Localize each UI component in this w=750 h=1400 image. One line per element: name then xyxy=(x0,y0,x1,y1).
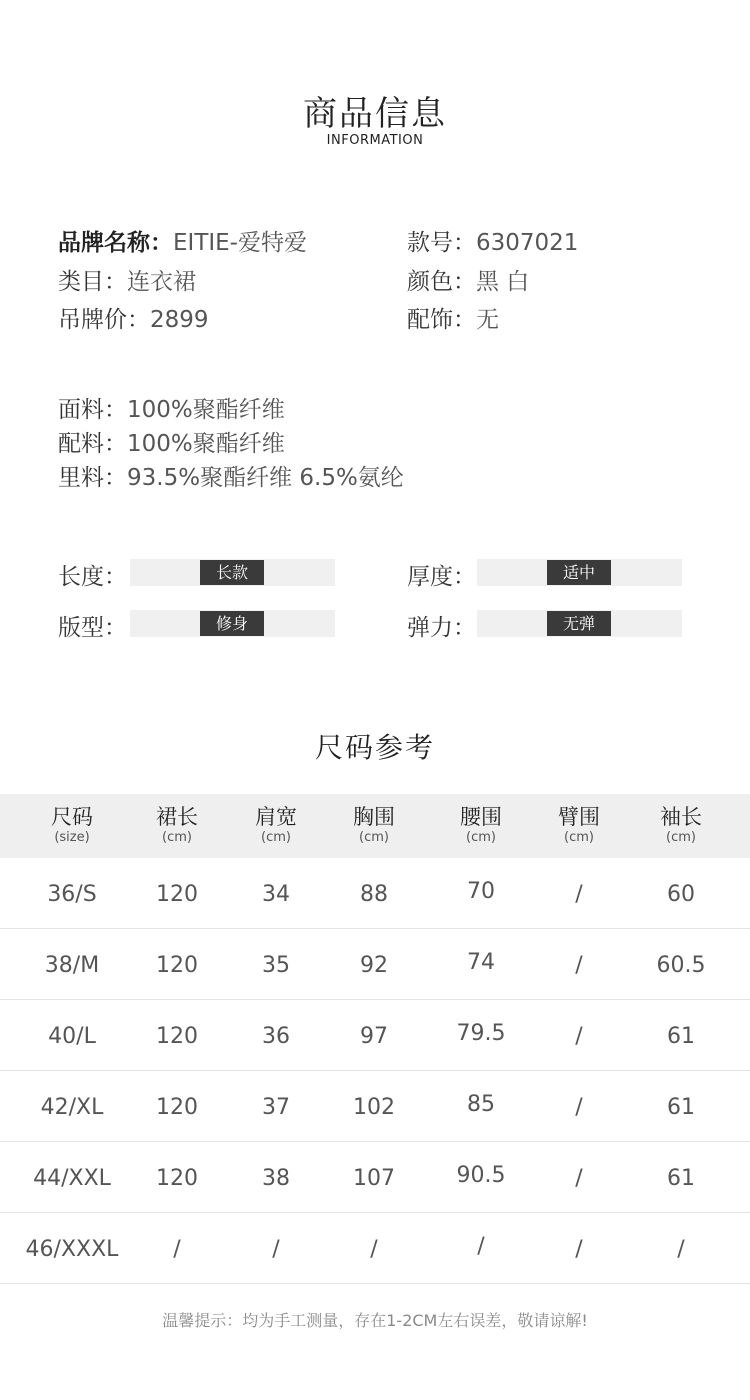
table-cell: 97 xyxy=(360,1024,388,1049)
size-table-header-cell xyxy=(326,804,422,846)
table-cell: 46/XXXL xyxy=(25,1237,119,1262)
table-cell: / xyxy=(173,1237,181,1262)
thickness-label: 厚度： xyxy=(407,564,476,590)
table-row xyxy=(0,1142,750,1213)
size-table-header-cell xyxy=(24,804,120,846)
trim-label: 配料： xyxy=(58,431,127,457)
table-cell: 44/XXL xyxy=(33,1166,111,1191)
column-name: 胸围 xyxy=(353,805,395,829)
column-name: 袖长 xyxy=(660,805,702,829)
elasticity-bar xyxy=(477,610,682,637)
category-value: 连衣裙 xyxy=(127,269,196,295)
column-unit: (cm) xyxy=(564,830,594,845)
category-info xyxy=(58,263,196,296)
tag-price-label: 吊牌价： xyxy=(58,307,150,333)
table-cell: 36/S xyxy=(47,882,97,907)
style-no-info xyxy=(407,224,578,257)
table-cell: / xyxy=(575,1237,583,1262)
table-cell: / xyxy=(575,953,583,978)
column-name: 腰围 xyxy=(460,805,502,829)
length-tag: 长款 xyxy=(200,560,264,585)
page-subtitle: INFORMATION xyxy=(326,133,424,148)
table-cell: 37 xyxy=(262,1095,290,1120)
color-label: 颜色： xyxy=(407,269,476,295)
table-cell: 74 xyxy=(467,950,495,975)
size-table-header-cell xyxy=(129,804,225,846)
fit-label: 版型： xyxy=(58,615,127,641)
fit-tag: 修身 xyxy=(200,611,264,636)
page-title: 商品信息 xyxy=(303,94,447,134)
size-table-header xyxy=(0,794,750,858)
fit-bar xyxy=(130,610,335,637)
accessory-label: 配饰： xyxy=(407,307,476,333)
table-cell: 120 xyxy=(156,1095,198,1120)
column-unit: (cm) xyxy=(359,830,389,845)
table-cell: / xyxy=(477,1234,485,1259)
table-cell: 60.5 xyxy=(656,953,706,978)
column-unit: (cm) xyxy=(466,830,496,845)
table-row xyxy=(0,1000,750,1071)
tag-price-value: 2899 xyxy=(150,307,209,333)
column-name: 臂围 xyxy=(558,805,600,829)
size-table-header-cell xyxy=(228,804,324,846)
length-label: 长度： xyxy=(58,564,127,590)
column-name: 尺码 xyxy=(51,805,93,829)
column-unit: (size) xyxy=(54,830,90,845)
table-cell: / xyxy=(370,1237,378,1262)
table-cell: 36 xyxy=(262,1024,290,1049)
fabric-label: 面料： xyxy=(58,397,127,423)
brand-label: 品牌名称： xyxy=(58,230,173,256)
table-cell: 120 xyxy=(156,1166,198,1191)
column-unit: (cm) xyxy=(666,830,696,845)
style-no-label: 款号： xyxy=(407,230,476,256)
table-cell: 120 xyxy=(156,882,198,907)
category-label: 类目： xyxy=(58,269,127,295)
table-cell: 38/M xyxy=(44,953,100,978)
column-unit: (cm) xyxy=(162,830,192,845)
size-table-header-cell xyxy=(433,804,529,846)
table-cell: 61 xyxy=(667,1166,695,1191)
thickness-tag: 适中 xyxy=(547,560,611,585)
brand-info xyxy=(58,224,307,257)
table-cell: 61 xyxy=(667,1095,695,1120)
tag-price-info xyxy=(58,301,209,334)
column-name: 裙长 xyxy=(156,805,198,829)
table-cell: 107 xyxy=(353,1166,395,1191)
accessory-info xyxy=(407,301,499,334)
table-cell: 61 xyxy=(667,1024,695,1049)
table-cell: 42/XL xyxy=(40,1095,104,1120)
color-info xyxy=(407,263,529,296)
size-table-header-cell xyxy=(531,804,627,846)
table-cell: 92 xyxy=(360,953,388,978)
table-cell: 70 xyxy=(467,879,495,904)
lining-label: 里料： xyxy=(58,465,127,491)
accessory-value: 无 xyxy=(476,307,499,333)
table-cell: / xyxy=(575,1095,583,1120)
elasticity-tag: 无弹 xyxy=(547,611,611,636)
table-row xyxy=(0,1213,750,1284)
table-cell: / xyxy=(677,1237,685,1262)
table-cell: 40/L xyxy=(48,1024,96,1049)
table-cell: 34 xyxy=(262,882,290,907)
table-cell: 90.5 xyxy=(456,1163,506,1188)
size-table-body xyxy=(0,858,750,1284)
trim-info xyxy=(58,425,285,458)
table-cell: 35 xyxy=(262,953,290,978)
brand-value: EITIE-爱特爱 xyxy=(173,230,307,256)
style-no-value: 6307021 xyxy=(476,230,579,256)
lining-value: 93.5%聚酯纤维 6.5%氨纶 xyxy=(127,465,404,491)
size-table xyxy=(0,794,750,1284)
table-cell: 85 xyxy=(467,1092,495,1117)
elasticity-label: 弹力： xyxy=(407,615,476,641)
size-table-header-cell xyxy=(633,804,729,846)
table-cell: 88 xyxy=(360,882,388,907)
table-cell: 38 xyxy=(262,1166,290,1191)
table-cell: / xyxy=(575,882,583,907)
table-cell: / xyxy=(272,1237,280,1262)
length-bar xyxy=(130,559,335,586)
table-cell: 102 xyxy=(353,1095,395,1120)
fabric-value: 100%聚酯纤维 xyxy=(127,397,285,423)
trim-value: 100%聚酯纤维 xyxy=(127,431,285,457)
color-value: 黑 白 xyxy=(476,269,530,295)
column-name: 肩宽 xyxy=(255,805,297,829)
table-row xyxy=(0,929,750,1000)
thickness-bar xyxy=(477,559,682,586)
table-cell: 120 xyxy=(156,953,198,978)
measurement-note: 温馨提示：均为手工测量，存在1-2CM左右误差，敬请谅解! xyxy=(162,1311,588,1330)
table-cell: 120 xyxy=(156,1024,198,1049)
table-cell: / xyxy=(575,1024,583,1049)
fabric-info xyxy=(58,391,285,424)
table-cell: 79.5 xyxy=(456,1021,506,1046)
table-row xyxy=(0,1071,750,1142)
size-chart-title: 尺码参考 xyxy=(314,731,435,764)
table-row xyxy=(0,858,750,929)
lining-info xyxy=(58,459,404,492)
table-cell: 60 xyxy=(667,882,695,907)
column-unit: (cm) xyxy=(261,830,291,845)
table-cell: / xyxy=(575,1166,583,1191)
